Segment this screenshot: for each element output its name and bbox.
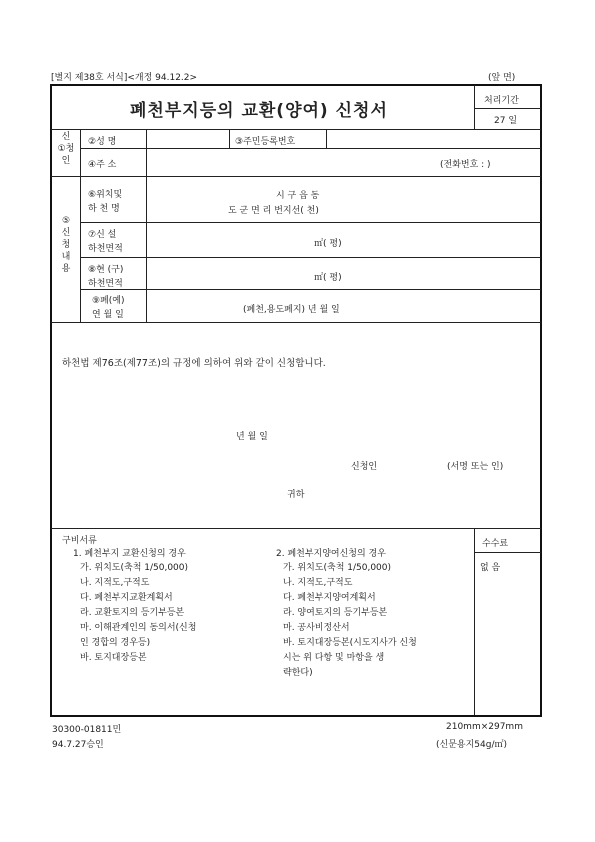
documents-label: 구비서류 (62, 536, 97, 546)
content-group-label: ⑤ 신 청 내 용 (61, 216, 71, 274)
address-label: ④주 소 (88, 160, 117, 170)
content-label-divider (146, 176, 147, 322)
list-item: 나. 지적도,구적도 (80, 578, 150, 588)
application-date: 년 월 일 (236, 432, 268, 442)
new-area-label: ⑦신 설 하천면적 (88, 230, 123, 254)
content-row2-line (80, 257, 541, 258)
abolish-date-value: (폐천,용도폐지) 년 월 일 (243, 305, 340, 315)
list-item: 바. 토지대장등본 (80, 653, 147, 663)
content-row1-line (80, 222, 541, 223)
list-item: 인 경합의 경우등) (80, 638, 151, 648)
approval-date: 94.7.27승인 (52, 740, 104, 750)
applicant-group-label: 신 ①청 인 (57, 132, 75, 166)
frame-top (50, 84, 542, 86)
processing-divider (474, 85, 475, 129)
applicant-group-divider (80, 129, 81, 176)
list-item: 나. 지적도,구적도 (283, 578, 353, 588)
location-label: ⑥위치및 하 천 명 (88, 190, 123, 214)
frame-left (50, 84, 52, 717)
list-item: 바. 토지대장등본(시도지사가 신청 (283, 638, 417, 648)
applicant-bottom-line (51, 176, 541, 177)
processing-label: 처리기간 (484, 96, 519, 106)
list-item: 다. 폐천부지양여계획서 (283, 593, 376, 603)
old-area-value: ㎡( 평) (314, 273, 342, 283)
applicant-row-line (80, 148, 541, 149)
frame-bottom (50, 715, 542, 717)
paper-type: (신문용지54g/㎡) (436, 740, 507, 750)
list-item: 마. 공사비정산서 (283, 623, 350, 633)
right-doc-title: 2. 폐천부지양여신청의 경우 (276, 549, 386, 559)
applicant-label-divider (146, 129, 147, 176)
left-doc-title: 1. 폐천부지 교환신청의 경우 (73, 549, 186, 559)
paper-size: 210mm×297mm (446, 722, 523, 732)
list-item: 마. 이해관계인의 동의서(신청 (80, 623, 197, 633)
new-area-value: ㎡( 평) (314, 239, 342, 249)
list-item: 가. 위치도(축척 1/50,000) (80, 563, 189, 573)
old-area-label: ⑧현 (구) 하천면적 (88, 265, 124, 289)
title-bottom-line (51, 129, 541, 130)
abolish-date-label: ⑨폐(예) 연 월 일 (92, 296, 125, 320)
form-code: 30300-01811민 (52, 725, 122, 735)
fee-divider (474, 528, 475, 715)
form-title: 폐천부지등의 교환(양여) 신청서 (130, 101, 388, 121)
list-item: 라. 교환토지의 등기부등본 (80, 608, 185, 618)
recipient-label: 귀하 (287, 490, 305, 500)
rrn-left-divider (229, 129, 230, 148)
applicant-sign-label: 신청인 (351, 462, 378, 472)
processing-value: 27 일 (494, 116, 518, 126)
form-number: [별지 제38호 서식]<개정 94.12.2> (51, 73, 198, 83)
fee-value: 없 음 (480, 563, 501, 573)
application-statement: 하천법 제76조(제77조)의 규정에 의하여 위와 같이 신청합니다. (62, 358, 326, 369)
list-item: 가. 위치도(축척 1/50,000) (283, 563, 392, 573)
list-item: 라. 양여토지의 등기부등본 (283, 608, 388, 618)
right-doc-list (283, 561, 417, 681)
list-item: 략한다) (283, 668, 313, 678)
location-line1: 시 구 읍 동 (276, 191, 320, 201)
processing-split (474, 108, 541, 109)
frame-right (540, 84, 542, 717)
fee-label: 수수료 (482, 539, 509, 549)
content-group-divider (80, 176, 81, 322)
phone-label: (전화번호 : ) (440, 160, 491, 170)
content-row3-line (80, 289, 541, 290)
rrn-right-divider (326, 129, 327, 148)
name-label: ②성 명 (88, 137, 117, 147)
signature-note: (서명 또는 인) (447, 462, 504, 472)
documents-top-line (51, 528, 541, 529)
page-side: (앞 면) (488, 73, 516, 83)
list-item: 시는 위 다항 및 마항을 생 (283, 653, 385, 663)
left-doc-list (80, 561, 196, 666)
fee-split (474, 552, 541, 553)
list-item: 다. 폐천부지교환계획서 (80, 593, 173, 603)
location-line2: 도 군 면 리 번지선( 천) (228, 206, 319, 216)
rrn-label: ③주민등록번호 (235, 137, 296, 147)
content-bottom-line (51, 322, 541, 323)
